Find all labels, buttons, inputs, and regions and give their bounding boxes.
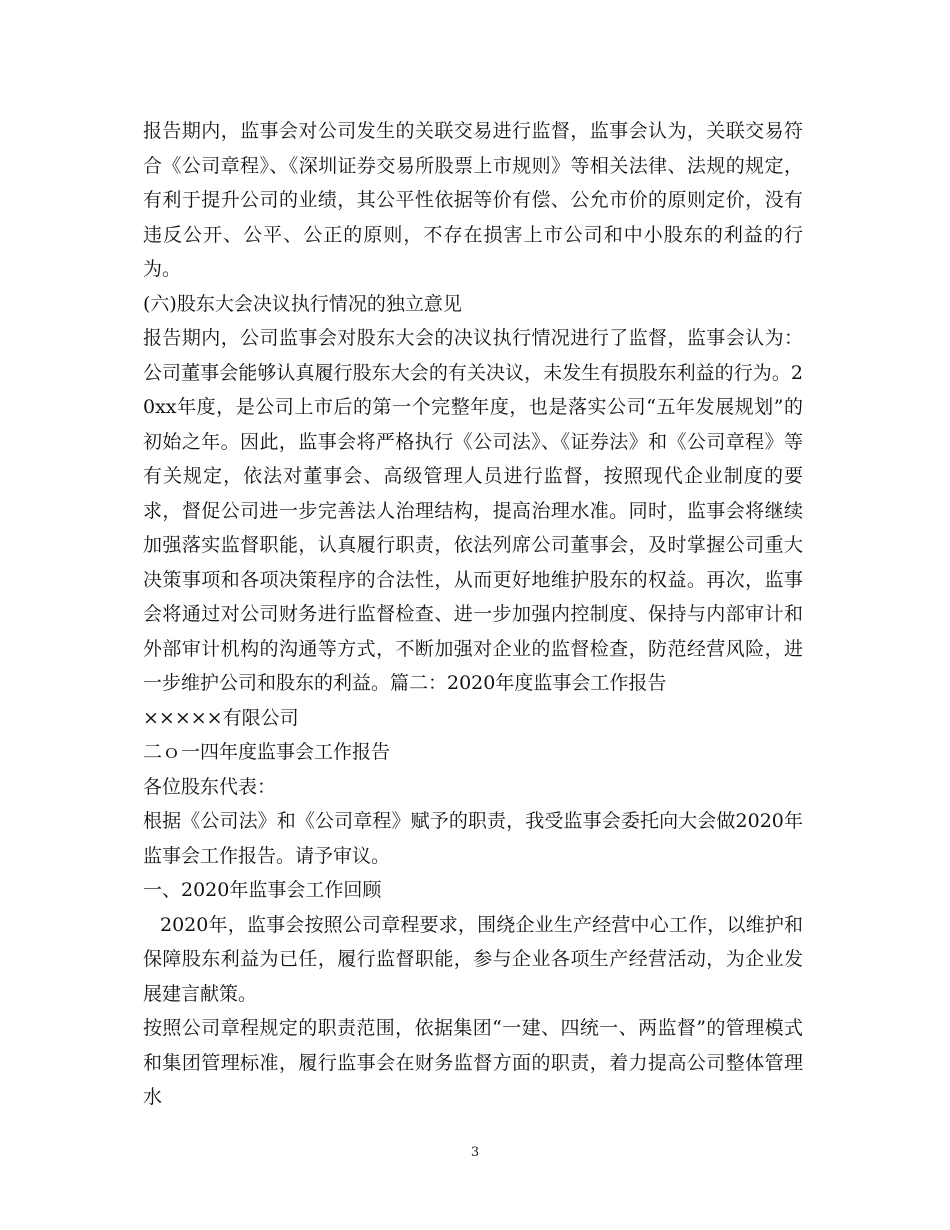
paragraph-related-transactions: 报告期内，监事会对公司发生的关联交易进行监督，监事会认为，关联交易符合《公司章程》、《深圳证券交易所股票上市规则》等相关法律、法规的规定，有利于提升公司的业绩，其公平性依据等价有偿、公允市价的原则定价，没有违反公开、公平、公正的原则，不存在损害上市公司和中小股东的利益的行为。	[143, 120, 803, 280]
company-name: ×××××有限公司	[143, 706, 299, 729]
report-title: 二ｏ一四年度监事会工作报告	[143, 741, 391, 763]
paragraph-work-review: 2020年，监事会按照公司章程要求，围绕企业生产经营中心工作，以维护和保障股东利益为已任，履行监督职能，参与企业各项生产经营活动，为企业发展建言献策。	[143, 913, 803, 1005]
document-body	[143, 114, 803, 1115]
salutation: 各位股东代表：	[143, 775, 277, 798]
section-heading-work-review: 一、2020年监事会工作回顾	[143, 879, 382, 901]
section-heading-shareholder-resolutions: (六)股东大会决议执行情况的独立意见	[143, 292, 462, 315]
paragraph-report-intro: 根据《公司法》和《公司章程》赋予的职责，我受监事会委托向大会做2020年监事会工作报告。请予审议。	[143, 810, 803, 867]
paragraph-resolution-execution: 报告期内，公司监事会对股东大会的决议执行情况进行了监督，监事会认为：公司董事会能够认真履行股东大会的有关决议，未发生有损股东利益的行为。20xx年度，是公司上市后的第一个完整年度，也是落实公司“五年发展规划”的初始之年。因此，监事会将严格执行《公司法》、《证券法》和《公司章程》等有关规定，依法对董事会、高级管理人员进行监督，按照现代企业制度的要求，督促公司进一步完善法人治理结构，提高治理水准。同时，监事会将继续加强落实监督职能，认真履行职责，依法列席公司董事会，及时掌握公司重大决策事项和各项决策程序的合法性，从而更好地维护股东的权益。再次，监事会将通过对公司财务进行监督检查、进一步加强内控制度、保持与内部审计和外部审计机构的沟通等方式，不断加强对企业的监督检查，防范经营风险，进一步维护公司和股东的利益。篇二：2020年度监事会工作报告	[143, 327, 803, 694]
page-number: 3	[470, 1145, 480, 1160]
paragraph-financial-supervision: 按照公司章程规定的职责范围，依据集团“一建、四统一、两监督”的管理模式和集团管理标准，履行监事会在财务监督方面的职责，着力提高公司整体管理水	[143, 1017, 803, 1108]
